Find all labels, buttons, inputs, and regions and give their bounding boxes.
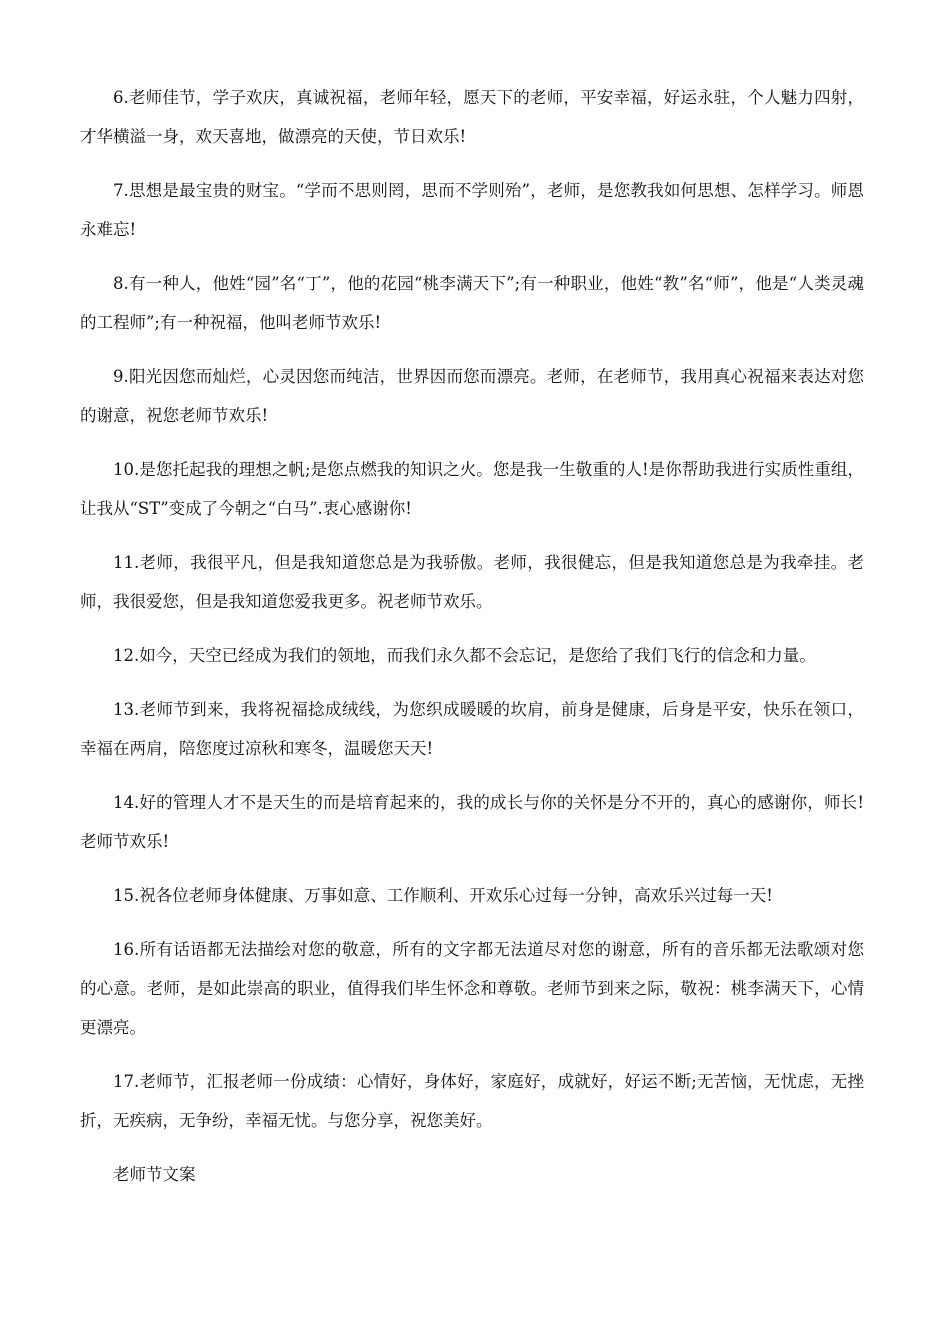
paragraph-17: 17.老师节，汇报老师一份成绩：心情好，身体好，家庭好，成就好，好运不断;无苦恼，无忧虑，无挫折，无疾病，无争纷，幸福无忧。与您分享，祝您美好。 — [80, 1072, 864, 1130]
paragraph-9: 9.阳光因您而灿烂，心灵因您而纯洁，世界因而您而漂亮。老师，在老师节，我用真心祝福来表达对您的谢意，祝您老师节欢乐! — [80, 367, 864, 425]
paragraph-7: 7.思想是最宝贵的财宝。“学而不思则罔，思而不学则殆”，老师，是您教我如何思想、怎样学习。师恩永难忘! — [80, 181, 864, 239]
paragraph-16: 16.所有话语都无法描绘对您的敬意，所有的文字都无法道尽对您的谢意，所有的音乐都无法歌颂对您的心意。老师，是如此崇高的职业，值得我们毕生怀念和尊敬。老师节到来之际，敬祝：桃李满天下，心情更漂亮。 — [80, 940, 864, 1037]
paragraph-6: 6.老师佳节，学子欢庆，真诚祝福，老师年轻，愿天下的老师，平安幸福，好运永驻，个人魅力四射，才华横溢一身，欢天喜地，做漂亮的天使，节日欢乐! — [80, 88, 864, 146]
paragraph-8: 8.有一种人，他姓“园”名“丁”，他的花园“桃李满天下”;有一种职业，他姓“教”名“师”，他是“人类灵魂的工程师”;有一种祝福，他叫老师节欢乐! — [80, 274, 864, 332]
paragraph-10: 10.是您托起我的理想之帆;是您点燃我的知识之火。您是我一生敬重的人!是你帮助我进行实质性重组，让我从“ST”变成了今朝之“白马”.衷心感谢你! — [80, 460, 864, 518]
paragraph-12: 12.如今，天空已经成为我们的领地，而我们永久都不会忘记，是您给了我们飞行的信念和力量。 — [113, 646, 816, 665]
paragraph-11: 11.老师，我很平凡，但是我知道您总是为我骄傲。老师，我很健忘，但是我知道您总是为我牵挂。老师，我很爱您，但是我知道您爱我更多。祝老师节欢乐。 — [80, 553, 864, 611]
paragraph-15: 15.祝各位老师身体健康、万事如意、工作顺利、开欢乐心过每一分钟，高欢乐兴过每一天! — [113, 886, 773, 905]
paragraph-14: 14.好的管理人才不是天生的而是培育起来的，我的成长与你的关怀是分不开的，真心的感谢你，师长!老师节欢乐! — [80, 793, 864, 851]
section-heading: 老师节文案 — [113, 1165, 196, 1184]
paragraph-13: 13.老师节到来，我将祝福捻成绒线，为您织成暖暖的坎肩，前身是健康，后身是平安，快乐在领口，幸福在两肩，陪您度过凉秋和寒冬，温暖您天天! — [80, 700, 864, 758]
